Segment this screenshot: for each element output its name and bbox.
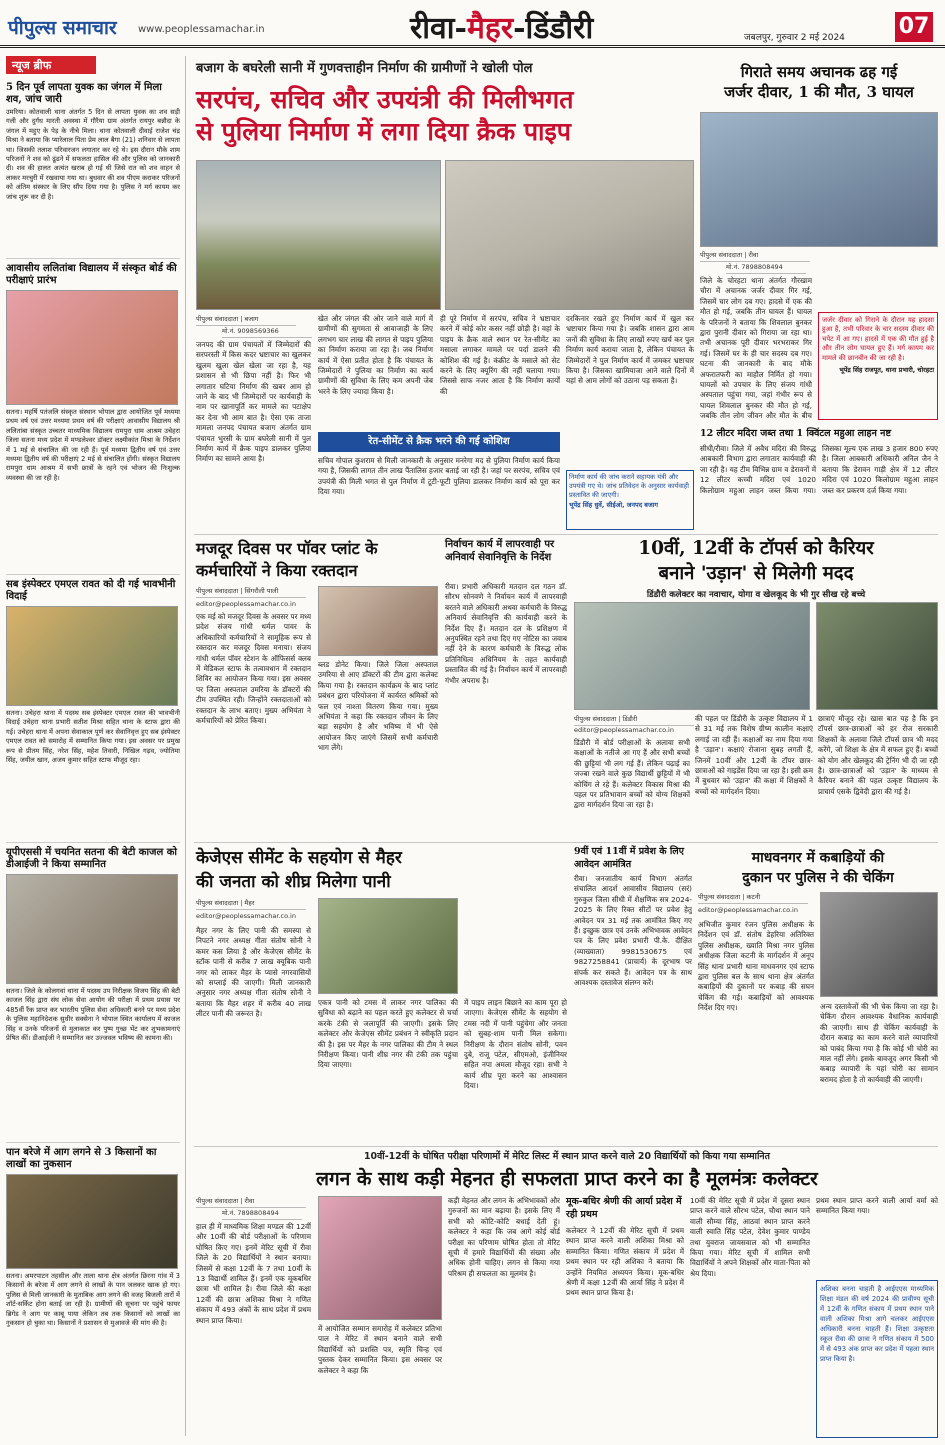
plant-email[interactable]: editor@peoplessamachar.co.in xyxy=(196,600,296,608)
merit-mobile: मो.नं. 7898808494 xyxy=(222,1208,302,1220)
toppers-col1: डिंडौरी में बोर्ड परीक्षाओं के अलावा सभी कक्षाओं के नतीजे आ गए हैं और सभी बच्चों की छुट्टियां भी लग गई हैं। लेकिन पढ़ाई का जज्बा रखने वाले कुछ विद्यार्थी छुट्टियों में भी कोचिंग ले रहे हैं। कलेक्टर विकास मिश्रा की पहल पर प्रतिभावान बच्चों को योग्य शिक्षकों द्वारा मार्गदर्शन दिया जा रहा है। xyxy=(574,738,690,810)
toppers-headline[interactable]: 10वीं, 12वीं के टॉपर्स को कैरियर बनाने 'उड़ान' से मिलेगी मदद xyxy=(638,538,874,584)
lead-col1: जनपद की ग्राम पंचायतों में जिम्मेदारों की सरपरस्ती में किस कदर भ्रष्टाचार का खुलकर खुलम खुला खेल खेला जा रहा है, यह प्रशासन से भी छिपा नहीं है। फिर भी लगातार घटिया निर्माण की खबर आम हो जाने के बाद भी जिम्मेदारों पर कार्यवाही के नाम पर खानापूर्ति कर मामले का पटाक्षेप कर देना भी आम बात है। ऐसा एक ताजा मामला जनपद पंचायत बजाग अंतर्गत ग्राम पंचायत भुरसी के ग्राम बघरेली सानी में पुल निर्माण कार्य में क्रैक पाइप डालकर पुलिया निर्माण का सामने आया है। xyxy=(196,340,311,464)
news-brief-column xyxy=(6,56,186,1436)
toppers-col3: छात्राएं मौजूद रहे। खास बात यह है कि इन टॉपर्स छात्र-छात्राओं को हर रोज सरकारी शिक्षकों के अलावा जिले टॉपर्स छात्र भी मदद करेंगे, जो शिक्षा के क्षेत्र में सफल हुए हैं। बच्चों को योग और खेलकूद की ट्रेनिंग भी दी जा रही है। छात्र-छात्राओं को 'उड़ान' के माध्यम से कैरियर बनाने की पहल उत्कृष्ट विद्यालय के प्राचार्य एसके द्विवेदी द्वारा की गई है। xyxy=(818,714,938,796)
toppers-subhead: डिंडौरी कलेक्टर का नवाचार, योगा व खेलकूद के भी गुर सीख रहे बच्चे xyxy=(646,590,866,600)
cement-email[interactable]: editor@peoplessamachar.co.in xyxy=(196,912,296,920)
lead-subhead: रेत-सीमेंट से क्रैक भरने की गई कोशिश xyxy=(368,436,510,447)
dateline: जबलपुर, गुरुवार 2 मई 2024 xyxy=(744,33,845,43)
admission-body: रीवा। जनजातीय कार्य विभाग अंतर्गत संचालित आदर्श आवासीय विद्यालय (सरं) गुरुकुल जिला सीधी में शैक्षणिक सत्र 2024-2025 के लिए रिक्त सीटों पर प्रवेश हेतु आवेदन पत्र 31 मई तक आमंत्रित किए गए हैं। इच्छुक छात्र एवं उनके अभिभावक आवेदन पत्र के लिए प्रवेश प्रभारी पी.के. दीक्षित (व्याख्याता) 9981530675 एवं 9827258841 (प्राचार्य) के दूरभाष पर संपर्क कर सकते हैं। आवेदन पत्र के साथ आवश्यक दस्तावेज संलग्न करें। xyxy=(574,874,692,988)
toppers-email[interactable]: editor@peoplessamachar.co.in xyxy=(574,726,674,734)
plant-col1: एक मई को मजदूर दिवस के अवसर पर मध्य प्रदेश संजय गांधी थर्मल पावर के अधिकारियों कर्मचारियों ने सामूहिक रूप से रक्तदान कर मजदूर दिवस मनाया। संजय गांधी थर्मल पॉवर स्टेशन के ऑफिसर्स क्लब में मेडिकल स्टाफ के तत्वावधान में रक्तदान शिविर का आयोजन किया गया। इस अवसर पर जिला अस्पताल उमरिया के डॉक्टरों की टीम उपस्थित रही। जिन्होंने रक्तदाताओं को रक्तदान के लाभ बताए। मुख्य अभियंता ने कर्मचारियों को प्रेरित किया। xyxy=(196,612,311,726)
lead-col2: खेत और जंगल की ओर जाने वाले मार्ग में ग्रामीणों की सुगमता से आवाजाही के लिए लगभग चार लाख की लागत से पाइप पुलिया का निर्माण कराया जा रहा है। जब निर्माण कार्य में ऐसा प्रतीत होता है कि पंचायत के जिम्मेदारों ने पुलिया का निर्माण का कार्य ग्रामीणों की सुविधा के लिए कम अपनी जेब भरने के लिए ज्यादा किया है। xyxy=(318,314,433,396)
plant-col2: ब्लड डोनेट किया। जिले जिला अस्पताल उमरिया से आए डॉक्टरों की टीम द्वारा कलेक्ट किया गया है। रक्तदान कार्यक्रम के बाद प्लांट प्रबंधन द्वारा परियोजना में कार्यरत श्रमिकों को फल एवं नाश्ता वितरण किया गया। मुख्य अभियंता ने कहा कि रक्तदान जीवन के लिए बड़ा सहयोग है और भविष्य में भी ऐसे आयोजन किए जाएंगे जिसमें सभी कर्मचारी भाग लेंगे। xyxy=(318,660,438,753)
lead-photo-crack-pipe xyxy=(445,160,694,310)
notice-author: भूपेंद्र सिंह धुर्वे, सीईओ, जनपद बजाग xyxy=(569,501,658,509)
merit-col4: कलेक्टर ने 12वीं की मेरिट सूची में प्रथम स्थान प्राप्त करने वाली अशिका मिश्रा को सम्मानित किया। गणित संकाय में प्रदेश में प्रथम स्थान पर रही अशिका ने बताया कि उन्होंने नियमित अध्ययन किया। मूक-बधिर श्रेणी में कक्षा 12वीं की आर्या सिंह ने प्रदेश में प्रथम स्थान प्राप्त किया है। xyxy=(566,1226,684,1298)
brief-body: सतना। जिले के कोलगवां थाना में पदस्थ उप निरीक्षक विजय सिंह की बेटी काजल सिंह द्वारा संघ लोक सेवा आयोग की परीक्षा में प्रथम प्रयास पर 485वीं रैंक प्राप्त कर भारतीय पुलिस सेवा अधिकारी बनने पर मध्य प्रदेश के पुलिस महानिदेशक सुधीर सक्सेना ने भोपाल स्थित कार्यालय में काजल सिंह व उनके परिजनों से मुलाकात कर पुष्प गुच्छ भेंट कर शुभकामनाएं प्रेषित कीं। डीआईजी ने सम्मानित कर उज्जवल भविष्य की कामना की। xyxy=(6,987,180,1043)
brief-item xyxy=(6,842,180,1142)
merit-col5: 10वीं की मेरिट सूची में प्रदेश में दूसरा स्थान प्राप्त करने वाले सौरभ पटेल, चौथा स्थान पाने वाली सौम्या सिंह, आठवां स्थान प्राप्त करने वाली स्वाति सिंह पटेल, देवेश कुमार पाण्डेय तथा युवराज जायसवाल को भी सम्मानित किया गया। मेरिट सूची में शामिल सभी विद्यार्थियों ने अपने शिक्षकों और माता-पिता को श्रेय दिया। xyxy=(690,1196,810,1278)
merit-boxed xyxy=(816,1280,938,1438)
toppers-photo-teacher xyxy=(816,602,938,710)
brief-body: सतना। महर्षि पतंजलि संस्कृत संस्थान भोपाल द्वारा आयोजित पूर्व मध्यमा प्रथम वर्ष एवं उत्तर मध्यमा प्रथम वर्ष की परीक्षाएं आवासीय विद्यालय श्री ललितांबा संस्कृत उच्चतर माध्यमिक विद्यालय रामपुरा धाम आश्रम उचेहरा जिला सतना मध्य प्रदेश में मण्डलेश्वर डॉक्टर लक्ष्मीकांत मिश्रा के निर्देशन में 1 मई से संचालित की जा रही हैं। पूर्व मध्यमा द्वितीय वर्ष एवं उत्तर मध्यमा द्वितीय वर्ष की परीक्षाएं 2 मई से संचालित होंगी। संस्कृत विद्यालय रामपुरा धाम आश्रम में सभी छात्रों के रहने एवं भोजन की निःशुल्क व्यवस्था की जा रही है। xyxy=(6,408,180,482)
news-brief-label: न्यूज ब्रीफ xyxy=(6,56,96,74)
brief-photo-sanskrit-exam xyxy=(6,290,178,405)
plant-headline[interactable]: मजदूर दिवस पर पॉवर प्लांट के कर्मचारियों ने किया रक्तदान xyxy=(196,539,378,580)
scrap-col1: अभिजीत कुमार रंजन पुलिस अधीक्षक के निर्देशन एवं डॉ. संतोष डेहरिया अतिरिक्त पुलिस अधीक्षक, ख्याति मिश्रा नगर पुलिस अधीक्षक जिला कटनी के मार्गदर्शन में अनूप सिंह थाना प्रभारी थाना माधवनगर एवं स्टाफ द्वारा पुलिस बल के साथ थाना क्षेत्र अंतर्गत कबाड़ियों की दुकानों पर कबाड़ की सघन चेकिंग की गई। कबाड़ियों को आवश्यक निर्देश दिए गए। xyxy=(698,920,814,1013)
website[interactable]: www.peoplessamachar.in xyxy=(138,24,265,35)
merit-boxed-text: अशिका बनना चाहती है आईएएस माध्यमिक शिक्षा मंडल की वर्ष 2024 की प्रावीण्य सूची में 12वीं के गणित संकाय में प्रथम स्थान पाने वाली अशिका मिश्रा आगे चलकर आईएएस अधिकारी बनना चाहती हैं। शिक्षा उत्कृष्टता स्कूल रीवा की छात्रा ने गणित संकाय में 500 में से 493 अंक प्राप्त कर प्रदेश में पहला स्थान प्राप्त किया है। xyxy=(820,1285,934,1363)
masthead xyxy=(0,0,945,48)
notice-text: निर्माण कार्य की जांच कराने सहायक यंत्री और उपयंत्री गए थे। जांच प्रतिवेदन के अनुसार कार्यवाही प्रस्तावित की जाएगी। xyxy=(569,473,689,499)
lead-photo-bridge xyxy=(196,160,441,310)
wall-quote-box xyxy=(818,312,938,420)
brief-title[interactable]: आवासीय ललितांबा विद्यालय में संस्कृत बोर्ड की परीक्षाएं प्रारंभ xyxy=(6,263,177,286)
wall-body: जिले के चोरहटा थाना अंतर्गत गौरखाम चौरा में अचानक जर्जर दीवार गिर गई, जिसमें चार लोग दब गए। हादसे में एक की मौत हो गई, जबकि तीन घायल हैं। घायल के परिजनों ने बताया कि शिवलाल बुनकर द्वारा पुरानी दीवार को गिराया जा रहा था। तभी अचानक पूरी दीवार भरभराकर गिर गई। जिसमें घर के ही चार सदस्य दब गए। घटना की जानकारी के बाद मौके अफरातफरी का माहौल निर्मित हो गया। घायलों को उपचार के लिए संजय गांधी अस्पताल पहुंचा गया, जहां गंभीर रूप से घायल शिवलाल बुनकर की मौत हो गई, जबकि तीन लोग जीवन और मौत के बीच xyxy=(700,276,812,420)
brief-item xyxy=(6,574,180,842)
scrap-photo-police xyxy=(820,892,938,997)
lead-kicker: बजाग के बघरेली सानी में गुणवत्ताहीन निर्माण की ग्रामीणों ने खोली पोल xyxy=(196,61,533,76)
merit-col2: में आयोजित सम्मान समारोह में कलेक्टर प्रतिभा पाल ने मेरिट में स्थान बनाने वाले सभी विद्यार्थियों को प्रशस्ति पत्र, स्मृति चिन्ह एवं पुस्तक देकर सम्मानित किया। इस अवसर पर कलेक्टर ने कहा कि xyxy=(318,1324,442,1375)
merit-kicker: 10वीं-12वीं के घोषित परीक्षा परिणामों में मेरिट लिस्ट में स्थान प्राप्त करने वाले 20 विद्यार्थियों को किया गया सम्मानित xyxy=(364,1151,770,1162)
scrap-headline[interactable]: माधवनगर में कबाड़ियों की दुकान पर पुलिस ने की चेकिंग xyxy=(742,850,894,886)
divider xyxy=(194,1146,938,1147)
admission-headline[interactable]: 9वीं एवं 11वीं में प्रवेश के लिए आवेदन आमंत्रित xyxy=(574,846,684,870)
brief-body: सतना। अमरपाटन तहसील और ताला थाना क्षेत्र अंतर्गत छिरना गांव में 3 किसानों के बरेजा में आग लगने से लाखों के पान जलकर खाक हो गए। पुलिस से मिली जानकारी के मुताबिक आग लगने की वजह बिजली तारों में शॉर्ट-सर्किट होना बताई जा रही है। ग्रामीणों की सूचना पर पहुंचे फायर ब्रिगेड ने आग पर काबू पाया लेकिन तब तक किसानों को लाखों का नुकसान हो चुका था। किसानों ने प्रशासन से मुआवजे की मांग की है। xyxy=(6,1272,180,1328)
merit-headline[interactable]: लगन के साथ कड़ी मेहनत ही सफलता प्राप्त करने का है मूलमंत्रः कलेक्टर xyxy=(316,1168,818,1190)
election-body: रीवा। प्रभारी अधिकारी मतदान दल गठन डॉ. सौरभ सोनवणे ने निर्वाचन कार्य में लापरवाही बरतने वाले अधिकारी अथवा कर्मचारी के विरुद्ध अनिवार्य सेवानिवृत्ति की कार्यवाही करने के निर्देश दिए हैं। मतदान दल के प्रशिक्षण में अनुपस्थित रहने तथा दिए गए नोटिस का जवाब नहीं देने के कारण कर्मचारी के विरुद्ध लोक प्रतिनिधित्व अधिनियम के तहत कार्यवाही प्रस्तावित की गई है। निर्वाचन कार्य में लापरवाही गंभीर अपराध है। xyxy=(445,582,567,685)
brief-title[interactable]: यूपीएससी में चयनित सतना की बेटी काजल को डीआईजी ने किया सम्मानित xyxy=(6,847,177,870)
merit-photo-ceremony xyxy=(318,1196,442,1320)
lead-col4: दरकिनार रखते हुए निर्माण कार्य में खुल कर भ्रष्टाचार किया गया है। जबकि शासन द्वारा आम जनों की सुविधा के लिए लाखों रुपए खर्च कर पुल निर्माण कार्य कराया जाता है, लेकिन पंचायत के जिम्मेदारों ने पुल निर्माण कार्य में जमकर भ्रष्टाचार किया है। जिसका खामियाजा आने वाले दिनों में यहां से आम लोगों को उठाना पड़ सकता है। xyxy=(566,314,694,386)
wall-byline: पीपुल्स संवाददाता | रीवा xyxy=(700,250,810,262)
merit-subtitle: मूक-बधिर श्रेणी की आर्या प्रदेश में रही प्रथम xyxy=(566,1196,682,1220)
scrap-email[interactable]: editor@peoplessamachar.co.in xyxy=(698,906,798,914)
merit-byline: पीपुल्स संवाददाता | रीवा xyxy=(196,1196,306,1208)
liquor-headline[interactable]: 12 लीटर मदिरा जब्त तथा 1 क्विंटल महुआ लाहन नष्ट xyxy=(700,428,891,439)
merit-col6: प्रथम स्थान प्राप्त करने वाली आर्या वर्मा को सम्मानित किया गया। xyxy=(816,1196,938,1216)
brief-photo-kajal xyxy=(6,874,178,984)
wall-body-cont xyxy=(818,250,938,300)
scrap-byline: पीपुल्स संवाददाता | कटनी xyxy=(698,892,808,904)
plant-byline: पीपुल्स संवाददाता | सिंगरौली पाली xyxy=(196,586,306,598)
toppers-photo-class xyxy=(574,602,810,710)
plant-photo-blood-donation xyxy=(318,586,438,656)
cement-byline: पीपुल्स संवाददाता | मैहर xyxy=(196,898,306,910)
toppers-col2: की पहल पर डिंडौरी के उत्कृष्ट विद्यालय में 1 से 31 मई तक विशेष ग्रीष्म कालीन कक्षाएं लगाई जा रही हैं। कक्षाओं का नाम दिया गया है 'उड़ान'। कक्षाएं रोजाना सुबह लगती हैं, जिनमें 10वीं और 12वीं के टॉपर छात्र-छात्राओं को गाइडेंस दिया जा रहा है। इसी क्रम में बुधवार को 'उड़ान' की कक्षा में शिक्षकों ने बच्चों को मार्गदर्शन दिया। xyxy=(695,714,813,796)
brand-logo: पीपुल्स समाचार xyxy=(8,17,117,39)
lead-mobile: मो.नं. 9098569366 xyxy=(222,326,312,338)
brief-photo-farewell xyxy=(6,606,178,706)
wall-photo-hospital xyxy=(700,112,938,247)
brief-item xyxy=(6,78,180,258)
page-number: 07 xyxy=(895,12,933,42)
brief-photo-fire xyxy=(6,1174,178,1269)
cement-photo-inspection xyxy=(318,898,458,994)
merit-col1: हाल ही में माध्यमिक शिक्षा मण्डल की 12वीं और 10वीं की बोर्ड परीक्षाओं के परिणाम घोषित किए गए। इनमें मेरिट सूची में रीवा जिले के 20 विद्यार्थियों ने स्थान बनाया। जिसमें से कक्षा 12वीं के 7 तथा 10वीं के 13 विद्यार्थी शामिल हैं। इनमें एक मूकबधिर छात्रा भी शामिल है। रीवा जिले की कक्षा 12वीं की छात्रा अशिका मिश्रा ने गणित संकाय में 493 अंकों के साथ प्रदेश में प्रथम स्थान प्राप्त किया। xyxy=(196,1222,311,1325)
section-title: रीवा-मैहर-डिंडौरी xyxy=(410,11,594,46)
lead-byline: पीपुल्स संवाददाता | बजाग xyxy=(196,314,296,326)
cement-headline[interactable]: केजेएस सीमेंट के सहयोग से मैहर की जनता को शीघ्र मिलेगा पानी xyxy=(196,848,402,892)
cement-col1: मैहर नगर के लिए पानी की समस्या से निपटने नगर अध्यक्ष गीता संतोष सोनी ने कमर कस लिया है और केजेएस सीमेंट के स्टॉक पानी से करीब 7 लाख क्यूबिक पानी नगर को लाकर मैहर के प्यासे नगरवासियों को सप्लाई की जाएगी। मिली जानकारी अनुसार नगर अध्यक्ष गीता संतोष सोनी ने बताया कि मैहर शहर में करीब 40 लाख लीटर पानी की जरूरत है। xyxy=(196,926,311,1019)
brief-title[interactable]: सब इंस्पेक्टर एमएल रावत को दी गई भावभीनी विदाई xyxy=(6,579,176,602)
brief-body: सतना। उचेहरा थाना में पदस्थ सब इंस्पेक्टर एमएल रावत की भावभीनी विदाई उचेहरा थाना प्रभारी सतीश मिश्रा सहित थाना के स्टाफ द्वारा की गई। उचेहरा थाना में अपना सेवाकाल पूर्ण कर सेवानिवृत्त हुए सब इंस्पेक्टर एमएल रावत को समारोह में सम्मानित किया गया। इस अवसर पर प्रमुख रूप से प्रीतम सिंह, नरेश सिंह, महेश तिवारी, निखिल गढ़व, ज्योतिमा सिंह, जयील खान, अजय कुमार सहित स्टाफ मौजूद रहा। xyxy=(6,709,180,765)
toppers-byline: पीपुल्स संवाददाता | डिंडौरी xyxy=(574,714,694,726)
divider xyxy=(194,534,938,535)
scrap-col2: अन्य दस्तावेजों की भी चेक किया जा रहा है। चेकिंग दौरान आवश्यक वैधानिक कार्यवाही की जाएगी। साथ ही चेकिंग कार्यवाही के दौरान कबाड़ का काम करने वाले व्यापारियों को पाबंद किया गया है कि कोई भी चोरी का माल नहीं लेंगे। इसके बावजूद अगर किसी भी कबाड़ व्यापारी के यहां चोरी का सामान बरामद होता है तो कार्यवाही की जाएगी। xyxy=(820,1002,938,1084)
cement-col3: में पाइप लाइन बिछाने का काम पूरा हो जाएगा। केजेएस सीमेंट के सहयोग से टमस नदी में पानी पहुंचेगा और जनता को सुबह-शाम पानी मिल सकेगा। निरीक्षण के दौरान संतोष सोनी, पवन दुबे, राजू पटेल, सीएमओ, इंजीनियर सहित नपा अमला मौजूद रहा। सभी ने कार्य शीघ्र पूरा करने का आश्वासन दिया। xyxy=(464,998,567,1091)
brief-title[interactable]: पान बरेजे में आग लगने से 3 किसानों का लाखों का नुकसान xyxy=(6,1147,157,1170)
lead-subbody: सचिव गोपाल कुशराम से मिली जानकारी के अनुसार मनरेगा मद से पुलिया निर्माण कार्य किया गया है, जिसकी लागत तीन लाख पैंतालिस हजार बताई जा रही है। जहां पर सरपंच, सचिव एवं उपयंत्री की मिली भगत से पुल निर्माण में टूटी-फूटी पुलिया डालकर निर्माण कार्य को पूरा कर दिया गया। xyxy=(318,456,560,497)
divider xyxy=(194,842,938,843)
cement-col2: एकत्र पानी को टमस में लाकर नगर पालिका की सुविधा को बढ़ाने का पहल करते हुए कलेक्टर से चर्चा करके टंकी से जलापूर्ति की जाएगी। इसके लिए कलेक्टर और केजेएस सीमेंट प्रबंधन ने स्वीकृति प्रदान की है। इस पर मैहर के नगर पालिका की टीम ने स्थल निरीक्षण किया। पानी शीघ्र नगर की टंकी तक पहुंचा दिया जाएगा। xyxy=(318,998,458,1070)
brief-body: उमरिया। कोतवाली थाना अंतर्गत 5 दिन से लापता युवक का शव सड़ी गली और दुर्गंध मारती अवस्था में गौरैया ग्राम अंतर्गत रायपुर बन्नौदा के जंगल में महुए के पेड़ के नीचे मिला। थाना कोतवाली दीवाई राजेश चंद्र मिश्रा ने बताया कि प्यारेलाल पिता प्रेम लाल बैगा (21) शनिवार से लापता था। जिसकी तलाश परिवारजन लगातार कर रहे थे। इस दौरान मौके शाम परिजनों ने शव को ढूंढने में सफलता हासिल की और पुलिस को जानकारी दी। शव की हालत अत्यंत खराब हो गई थी जिसे रात को शव वाहन से लाकर मरचुरी में रखवाया गया था। बुधवार की शव पीएम कराकर परिजनों को अंतिम संस्कार के लिए सौंप दिया गया है। पुलिस ने मर्ग कायम कर जांच शुरू कर दी है। xyxy=(6,108,180,201)
wall-quote: जर्जर दीवार को गिराने के दौरान यह हादसा हुआ है, तभी परिवार के चार सदस्य दीवार की चपेट में आ गए। हादसे में एक की मौत हुई है और तीन लोग घायल हुए हैं। मर्ग कायम कर मामले की छानबीन की जा रही है। xyxy=(822,316,934,362)
brief-item xyxy=(6,258,180,574)
wall-mobile: मो.नं. 7898808494 xyxy=(726,262,806,274)
brief-title[interactable]: 5 दिन पूर्व लापता युवक का जंगल में मिला शव, जांच जारी xyxy=(6,82,162,105)
wall-headline[interactable]: गिराते समय अचानक ढह गई जर्जर दीवार, 1 की मौत, 3 घायल xyxy=(724,63,914,101)
lead-col3: ही पूरे निर्माण में सरपंच, सचिव ने भ्रष्टाचार करने में कोई कोर कसर नहीं छोड़ी है। वहां के पाइप के क्रैक वाले स्थान पर रेत-सीमेंट का मसाला लगाकर मामले पर पर्दा डालने की कोशिश की गई है। कंक्रीट के मसाले को सेट करने के लिए क्यूरिंग की नहीं चलाया गया। जिससे साफ नजर आता है कि निर्माण कार्यों की xyxy=(440,314,560,396)
election-headline[interactable]: निर्वाचन कार्य में लापरवाही पर अनिवार्य सेवानिवृत्ति के निर्देश xyxy=(445,539,555,563)
liquor-body: सीधी/रीवा। जिले में अवैध मदिरा की विरुद्ध आबकारी विभाग द्वारा लगातार कार्यवाही की जा रही है। यह टीम विभिन्न ग्राम व डेरावनों में 12 लीटर कच्ची मदिरा एवं 1020 किलोग्राम महुआ लाहन जब्त किया गया। जिसका मूल्य एक लाख 3 हजार 800 रुपए है। जिला आबकारी अधिकारी अनिल जैन ने बताया कि डेरावन गाड़ी क्षेत्र में 12 लीटर मदिरा एवं 1020 किलोग्राम महुआ लाहन जब्त कर प्रकरण दर्ज किया गया। xyxy=(700,444,938,495)
merit-col3: कड़ी मेहनत और लगन के अभिभावकों और गुरुजनों का मान बढ़ाया है। इसके लिए मैं सभी को कोटि-कोटि बधाई देती हूं। कलेक्टर ने कहा कि जब आगे कोई बोर्ड परीक्षा का परिणाम घोषित होता तो मेरिट सूची में हमारे विद्यार्थियों की संख्या और अधिक होनी चाहिए। लगन से किया गया परिश्रम ही सफलता का मूलमंत्र है। xyxy=(448,1196,560,1278)
notice-box xyxy=(566,470,694,530)
wall-quote-author: भूपेंद्र सिंह राजपूत, थाना प्रभारी, चोरहटा xyxy=(839,366,934,375)
lead-headline[interactable]: सरपंच, सचिव और उपयंत्री की मिलीभगत से पुलिया निर्माण में लगा दिया क्रैक पाइप xyxy=(196,85,574,146)
lead-subhead-bar xyxy=(318,432,560,452)
brief-item xyxy=(6,1142,180,1434)
